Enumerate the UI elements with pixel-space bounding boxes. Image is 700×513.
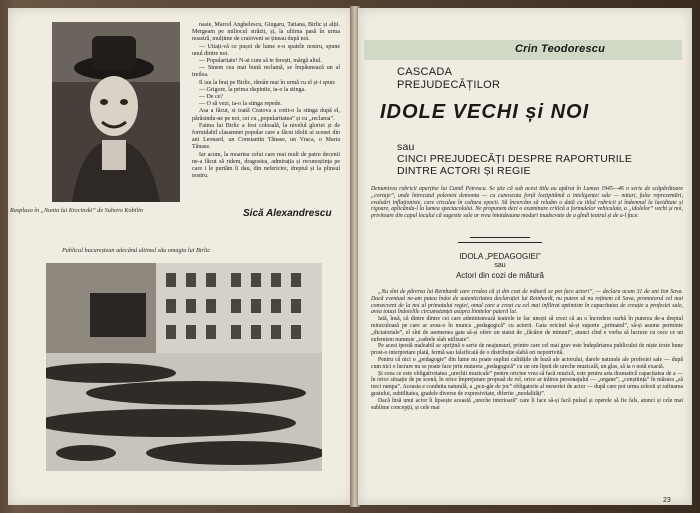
right-paragraph: Dacă însă unui actor îi lipsește această „ureche interioară” care îi face să-și facă pulsul și operele să fie fals, atunci și cele mai sublime concepții, și cele mai	[371, 397, 683, 411]
left-paragraph: — Uitați-vă ce pușoi de lume e-o spatele nostru, spune unul dintre noi.	[192, 43, 340, 57]
article-headline: IDOLE VECHI și NOI	[380, 101, 590, 123]
intro-paragraph: Denumirea rubricii aparține lui Camil Petrescu. Se știe că sub acest titlu au apărut în Lumea 1945—46 o serie de scăpărătoare „cortuje”, unde întrecutul polemist demonta — cu cunoscuta forță locțipitămă a inteligenței sale — mituri, false reprezentări, evaluări inflaționiste, care circulau în cultura epocii. Să încercăm să reluăm o dată cu titlul rubricii și îndemnul la luciditate și rigoare, aplicându-l la lumea spectacolului. Ne propunem deci o examinare critică a formulelor vehiculate, a „idolelor” vechi și noi, privitoare din capul locului că sugestie sale ar vrea întotdeauna moduri inadecvate de a gîndi teatrul și de a-l face.	[371, 186, 683, 220]
left-article-text	[192, 22, 340, 180]
left-paragraph: Iar acum, la moartea celui care mai mult de patru decenii ne-a făcut să ridem, dragostea, admirația și recunoștința pe care i le purtăm îi dau, din nefericire, dreptul și la plinsul nostru.	[192, 151, 340, 180]
left-paragraph: Asa a făcut, si toată Craiova a cotit-o la stinga după el, părăsindu-ne pe noi, cei cu „popularitatea” și cu „reclama”.	[192, 108, 340, 122]
right-paragraph: Iată, însă, că dintre dintre cei care administrează teatrele te fac unești să crezi că au o încredere oarbă în puterea de-a dreptul miraculoasă pe care ar avea-o în munca „pedagogică” cu actorii. Gata oricind să-și suporte „primatul”, să-și asume perminte „dictatoriale”, el sînt de asemenea gata să-și ofere un statut de „făcător de minuni”, atunci cînd e vorba să lucreze cu cece ce un eufemism numește „cadrele slab utilizate”.	[371, 316, 683, 343]
portrait-photo	[52, 22, 180, 202]
section-sau: sau	[494, 262, 506, 269]
portrait-caption: Rasplaso în „Nunta lui Krecinski” de Suhovo Kobilin	[10, 207, 143, 214]
right-paragraph: „Nu sînt de părerea lui Reinhardt care credea că și din cozi de mătură se pot face actori”, — declara acum 31 de ani Ion Sava. Dacă eventual ne-am putea îndoi de autenticitatea declarației lui Reinhardt, nu putem să nu reținem că Sava, promotorul cel mai consecvent de la noi al primatului regiei, omul care a creat cu cel mai infiltrat optimism în capacitatea de creație a profesiei sale, avea totuși îndoielile circumstanței asupra limitelor puterii lui.	[371, 289, 683, 316]
left-paragraph: Faima lui Birlic a fost colosală, la nivelul gloriei și de formidabil clasamnet popular care a făcut idolii ai scenei din ani Leonard, un Constantin Tănase, un Vraca, o Maria Tănase.	[192, 122, 340, 151]
left-paragraph: nasie, Marcel Anghelescu, Giugaru, Tatiana, Birlic și alții. Mergeam pe miliocul străzii, și, la ultima pasă în urma noastră, mulțime de craioveni se țineau după noi.	[192, 22, 340, 43]
section-rule	[458, 242, 542, 243]
section-subtitle: Actori din cozi de mătură	[455, 271, 545, 280]
left-paragraph: — O să vezi, ia-o la stinga repede.	[199, 101, 282, 108]
left-paragraph: — Popularitate! N-ai cum să te ferești, mărgă altul.	[199, 58, 322, 65]
left-paragraph: — Sinem cea mai bună reclamă, se împăunează un al treilea.	[192, 65, 340, 79]
portrait-illustration	[52, 22, 180, 202]
left-paragraph: — De ce?	[199, 94, 223, 101]
right-paragraph: Pentru că nici o „pedagogie” din lume nu poate suplini calitățile de bază ale actorului, darele naturale ale profesiei sale — după cum nici o lucrare nu se poate face prin mutarea „pedagogică” cu un om lipsit de ureche muzicală, un glas, să ia o notă exactă.	[371, 356, 683, 370]
section-rule	[470, 237, 530, 238]
subtitle-line: DINTRE ACTORI ȘI REGIE	[397, 165, 531, 177]
subtitle-line: CINCI PREJUDECĂȚI DESPRE RAPORTURILE	[397, 153, 633, 165]
author-signature: Sică Alexandrescu	[243, 208, 332, 219]
right-article-text	[371, 289, 683, 411]
crowd-illustration	[46, 263, 322, 471]
left-paragraph: — Grigore, la prima răspintie, ia-o la stinga.	[199, 86, 306, 93]
section-title: IDOLA „PEDAGOGIEI”	[459, 252, 541, 261]
subtitle-line: sau	[397, 141, 415, 153]
kicker-line: PREJUDECĂȚILOR	[397, 79, 501, 91]
crowd-caption: Publicul bucureștean adecând ultimul său omagiu lui Birlic	[62, 247, 211, 254]
article-author: Crin Teodorescu	[515, 43, 605, 55]
kicker-line: CASCADA	[397, 66, 453, 78]
right-paragraph: Pe acest ipostă maleabil se sprijină o serie de neajunsuri, printre care cel mai grav este îndepărtarea publicului de niște texte bune prost-o interpretare plată, fermă sau falsificată de o distribuție slabă ori nepotrivită.	[371, 343, 683, 357]
page-number: 23	[663, 497, 671, 504]
crowd-photo	[46, 263, 322, 471]
left-paragraph: Il iau la braț pe Birlic, rămân mai în urmă cu el și-i spun:	[199, 79, 336, 86]
right-paragraph: Și ceea ce este obligativitatea „urechii muzicale” pentru oricine vrea să facă muzică, este pentru arta dramatică capacitatea de a — în orice situație de pe scenă, în orice împrejurare propusă de rol, orice ar trăirea personajului — „organe”, „conștiința” în măsura „să treci rampa”. Aceasta e conduita naturală, a „pcu-găr de joc” obligatorie al meseriei de actor — după care pot urma zelezii și rafinarea gustului, subtilitatea, gradele diverse de expresivitate, diferite „modalități”.	[371, 370, 683, 397]
